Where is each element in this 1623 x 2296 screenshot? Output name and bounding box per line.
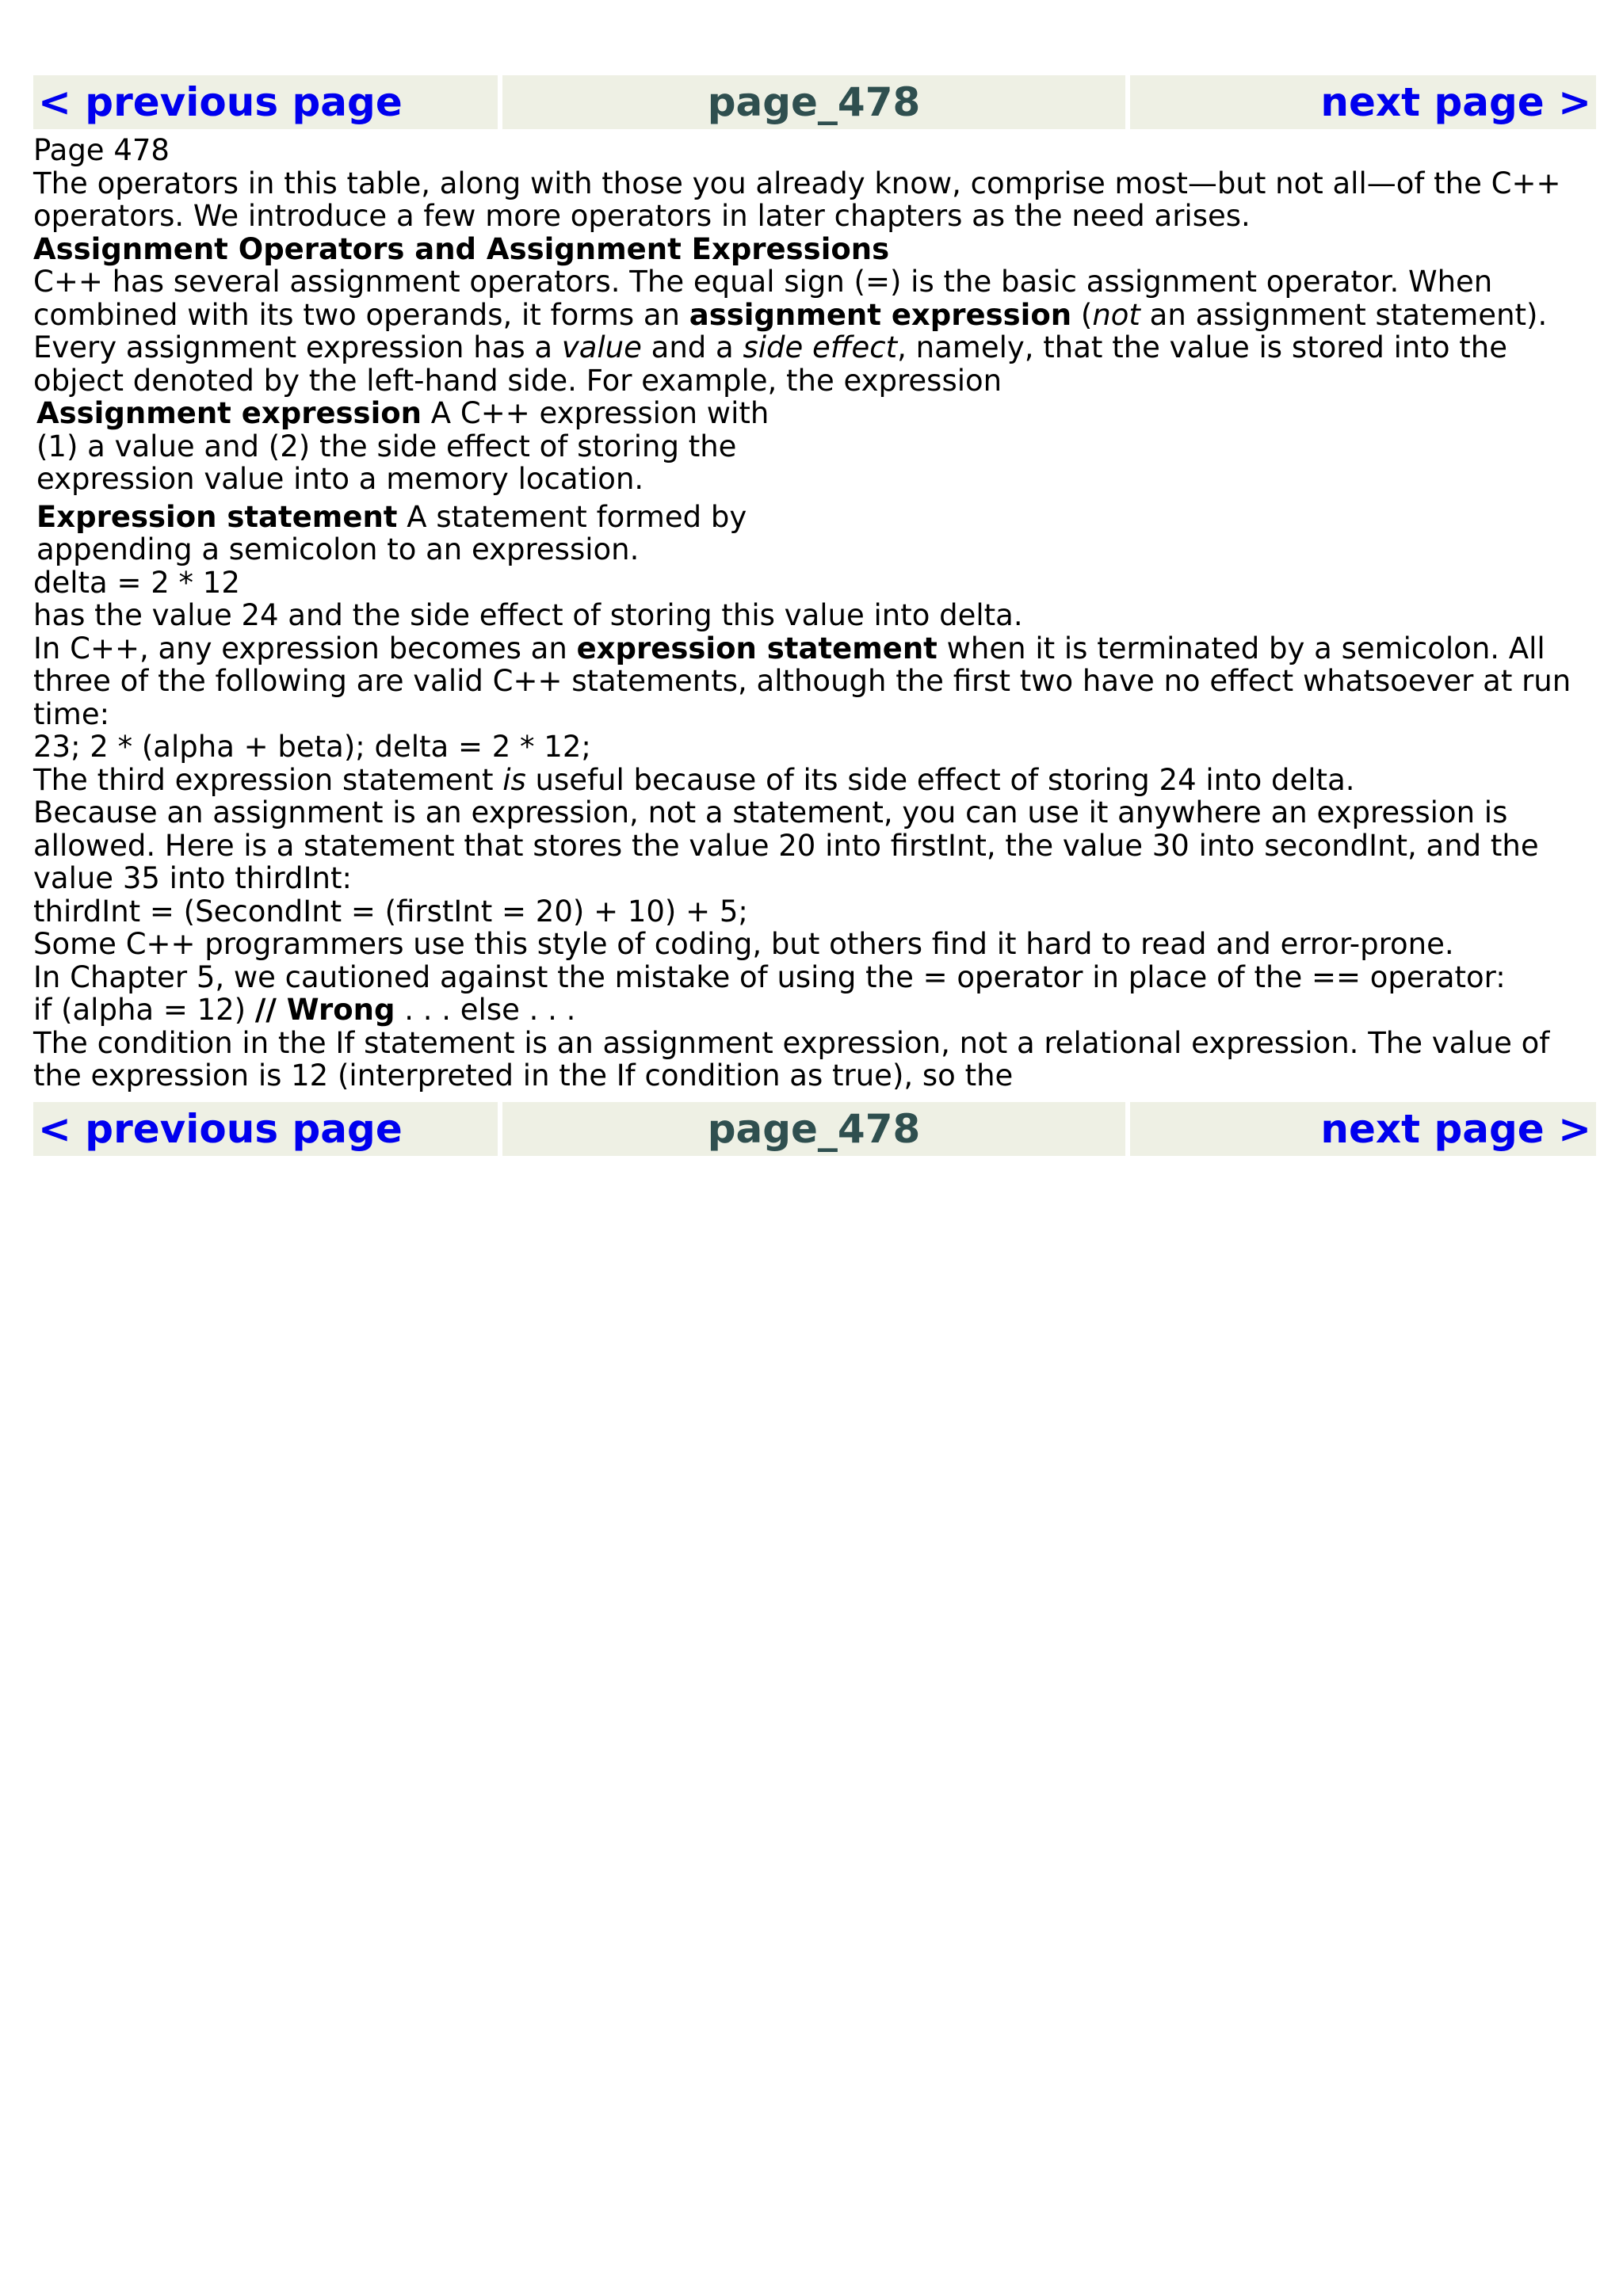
bold-term: expression statement xyxy=(576,631,938,666)
code-line: 23; 2 * (alpha + beta); delta = 2 * 12; xyxy=(33,730,591,764)
paragraph: has the value 24 and the side effect of storing this value into delta. xyxy=(33,598,1023,632)
page xyxy=(33,75,1596,1156)
paragraph: The condition in the If statement is an assignment expression, not a relational expression. The value of the expression is 12 (interpreted in the If condition as true), so the xyxy=(33,1025,1550,1093)
page-indicator: page_478 xyxy=(502,75,1125,129)
code-comment: // Wrong xyxy=(254,993,395,1027)
nav-next-cell xyxy=(1130,75,1596,129)
text-span: and a xyxy=(641,330,743,364)
text-span: ( xyxy=(1071,297,1093,332)
italic-term: not xyxy=(1092,297,1140,332)
text-span: The third expression statement xyxy=(33,762,503,797)
bold-term: assignment expression xyxy=(689,297,1072,332)
italic-term: side effect xyxy=(743,330,898,364)
definition-text: A C++ expression with (1) a value and (2) the side effect of storing the expression value into a memory location. xyxy=(36,396,769,496)
next-page-link[interactable]: next page > xyxy=(1320,1105,1591,1152)
section-heading: Assignment Operators and Assignment Expressions xyxy=(33,231,890,266)
definition-text: A statement formed by appending a semicolon to an expression. xyxy=(36,499,747,566)
italic-term: is xyxy=(502,762,526,797)
code-line: thirdInt = (SecondInt = (firstInt = 20) + 10) + 5; xyxy=(33,894,748,929)
nav-prev-cell xyxy=(33,75,498,129)
text-span: if (alpha = 12) xyxy=(33,993,255,1027)
page-indicator: page_478 xyxy=(502,1102,1125,1156)
text-span: useful because of its side effect of storing 24 into delta. xyxy=(525,762,1355,797)
text-span: an assignment statement). Every assignment expression has a xyxy=(33,297,1548,364)
definition-sidebar xyxy=(36,397,781,566)
top-navigation xyxy=(33,75,1596,129)
text-span: when it is terminated by a semicolon. All three of the following are valid C++ statements, although the first two have no effect whatsoever at run time: xyxy=(33,631,1571,731)
text-span: , namely, that the value is stored into the object denoted by the left-hand side. For example, the expression xyxy=(33,330,1508,398)
next-page-link[interactable]: next page > xyxy=(1320,79,1591,125)
nav-prev-cell xyxy=(33,1102,498,1156)
definition-assignment-expression xyxy=(36,397,781,496)
previous-page-link[interactable]: < previous page xyxy=(38,79,403,125)
definition-term: Assignment expression xyxy=(36,396,422,430)
definition-term: Expression statement xyxy=(36,499,398,534)
text-span: . . . else . . . xyxy=(395,993,576,1027)
definition-expression-statement xyxy=(36,501,781,566)
paragraph xyxy=(33,764,1596,797)
page-number: Page 478 xyxy=(33,133,170,167)
italic-term: value xyxy=(561,330,642,364)
intro-paragraph: The operators in this table, along with those you already know, comprise most—but not all—of the C++ operators. We introduce a few more operators in later chapters as the need arises. xyxy=(33,166,1561,233)
code-line: delta = 2 * 12 xyxy=(33,565,240,600)
bottom-navigation xyxy=(33,1102,1596,1156)
text-span: In C++, any expression becomes an xyxy=(33,631,577,666)
paragraph: Because an assignment is an expression, not a statement, you can use it anywhere an expression is allowed. Here is a statement that stores the value 20 into firstInt, the value 30 into secondInt, and the value 35 into thirdInt: xyxy=(33,795,1539,895)
paragraph xyxy=(33,632,1596,731)
nav-next-cell xyxy=(1130,1102,1596,1156)
assignment-paragraph xyxy=(33,265,1596,397)
text-span: C++ has several assignment operators. The equal sign (=) is the basic assignment operator. When combined with its two operands, it forms an xyxy=(33,265,1493,332)
paragraph: Some C++ programmers use this style of coding, but others find it hard to read and error-prone. xyxy=(33,927,1454,961)
paragraph: In Chapter 5, we cautioned against the mistake of using the = operator in place of the == operator: xyxy=(33,959,1506,994)
page-content xyxy=(33,134,1596,1093)
code-line xyxy=(33,994,1596,1027)
previous-page-link[interactable]: < previous page xyxy=(38,1105,403,1152)
